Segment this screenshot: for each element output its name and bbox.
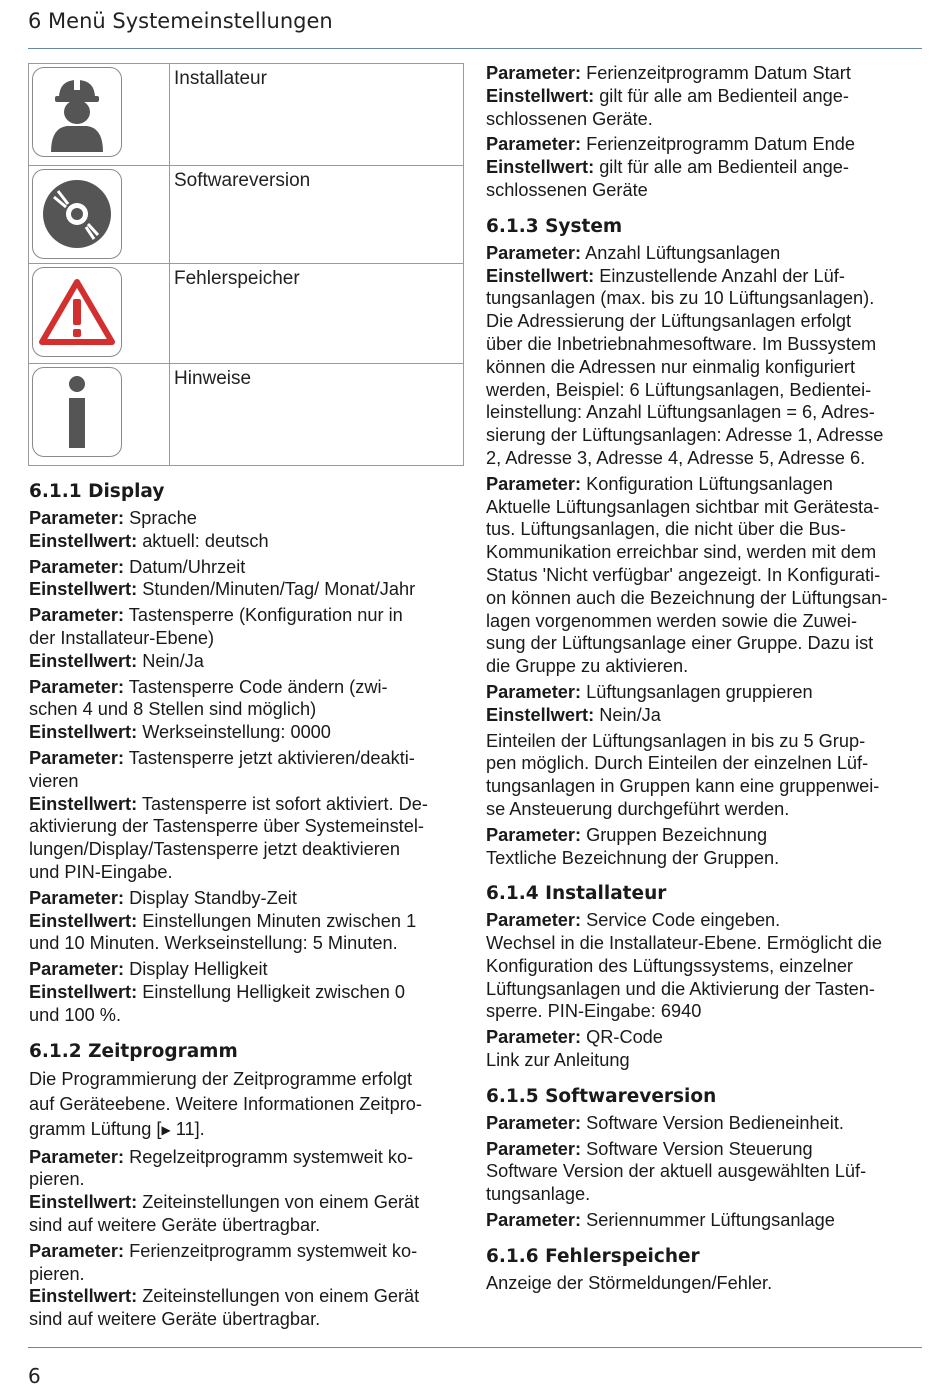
paragraph: Parameter: Display Helligkeit Einstellwert: Einstellung Helligkeit zwischen 0 und 100 %. xyxy=(29,959,406,1025)
installer-worker-icon xyxy=(32,67,122,157)
paragraph: Parameter: Ferienzeitprogramm Datum Ende Einstellwert: gilt für alle am Bedienteil ange- schlossenen Geräte xyxy=(486,134,855,200)
paragraph: Parameter: Tastensperre Code ändern (zwi- schen 4 und 8 Stellen sind möglich) Einstellwert: Werkseinstellung: 0000 xyxy=(29,676,388,743)
paragraph: Parameter: Lüftungsanlagen gruppieren Einstellwert: Nein/Ja xyxy=(486,681,813,725)
icon-label-installer: Installateur xyxy=(170,64,464,166)
paragraph: Parameter: Seriennummer Lüftungsanlage xyxy=(486,1210,835,1231)
info-icon xyxy=(32,367,122,457)
left-column xyxy=(29,480,461,1334)
paragraph: Parameter: QR-Code Link zur Anleitung xyxy=(486,1027,663,1071)
section-heading-softwareversion: 6.1.5 Softwareversion xyxy=(486,1085,717,1107)
icon-label-software: Softwareversion xyxy=(170,166,464,264)
paragraph: Parameter: Sprache Einstellwert: aktuell: deutsch xyxy=(29,508,269,551)
section-heading-display: 6.1.1 Display xyxy=(29,481,165,502)
paragraph: Parameter: Datum/Uhrzeit Einstellwert: Stunden/Minuten/Tag/ Monat/Jahr xyxy=(29,556,416,600)
table-row xyxy=(29,166,464,264)
paragraph: Parameter: Service Code eingeben. Wechsel in die Installateur-Ebene. Ermöglicht die Konfiguration des Lüftungssystems, einzelner Lüftungsanlagen und die Aktivierung der Tasten- sperre. PIN-Eingabe: 6940 xyxy=(486,910,882,1022)
section-heading-fehlerspeicher: 6.1.6 Fehlerspeicher xyxy=(486,1245,700,1267)
warning-triangle-icon xyxy=(32,267,122,357)
paragraph: Parameter: Display Standby-Zeit Einstellwert: Einstellungen Minuten zwischen 1 und 10 Minuten. Werkseinstellung: 5 Minuten. xyxy=(29,887,417,954)
table-row xyxy=(29,264,464,364)
section-heading-installateur: 6.1.4 Installateur xyxy=(486,883,667,905)
right-column xyxy=(486,62,922,1298)
paragraph: Einteilen der Lüftungsanlagen in bis zu 5 Grup- pen möglich. Durch Einteilen der einzelnen Lüf- tungsanlagen in Gruppen kann eine gruppenwei- se Ansteuerung durchgeführt werden. xyxy=(486,730,880,819)
paragraph: Anzeige der Störmeldungen/Fehler. xyxy=(486,1272,773,1293)
paragraph: Parameter: Ferienzeitprogramm Datum Start Einstellwert: gilt für alle am Bedienteil ange- schlossenen Geräte. xyxy=(486,63,851,129)
paragraph: Die Programmierung der Zeitprogramme erfolgt auf Geräteebene. Weitere Informationen Zeitpro- gramm Lüftung [▶ 11]. xyxy=(29,1068,422,1139)
paragraph: Parameter: Konfiguration Lüftungsanlagen Aktuelle Lüftungsanlagen sichtbar mit Gerätesta- tus. Lüftungsanlagen, die nicht über die Bus- Kommunikation erreichbar sind, werden mit dem Status 'Nicht verfügbar' angezeigt. In Konfigurati- on können auch die Bezeichnung der Lüftungsan- lagen vorgenommen werden sowie die Zuwei- sung der Lüftungsanlage einer Gruppe. Dazu ist die Gruppe zu aktivieren. xyxy=(486,473,888,677)
page-number: 6 xyxy=(28,1364,41,1388)
icon-label-errors: Fehlerspeicher xyxy=(170,264,464,364)
paragraph: Parameter: Tastensperre jetzt aktivieren/deakti- vieren Einstellwert: Tastensperre ist sofort aktiviert. De- aktivierung der Tastensperre über Systemeinstel- lungen/Display/Tastensperre jetzt deaktivieren und PIN-Eingabe. xyxy=(29,747,428,882)
table-row xyxy=(29,64,464,166)
paragraph: Parameter: Software Version Bedieneinheit. xyxy=(486,1112,844,1133)
paragraph: Parameter: Anzahl Lüftungsanlagen Einstellwert: Einzustellende Anzahl der Lüf- tungsanlagen (max. bis zu 10 Lüftungsanlagen). Die Adressierung der Lüftungsanlagen erfolgt über die Inbetriebnahmesoftware. Im Bussystem können die Adressen nur einmalig konfiguriert werden, Beispiel: 6 Lüftungsanlagen, Bedientei- leinstellung: Anzahl Lüftungsanlagen = 6, Adres- sierung der Lüftungsanlagen: Adresse 1, Adresse 2, Adresse 3, Adresse 4, Adresse 5, Adresse 6. xyxy=(486,242,884,468)
footer-rule xyxy=(28,1347,922,1348)
header-rule xyxy=(28,48,922,49)
paragraph: Parameter: Tastensperre (Konfiguration nur in der Installateur-Ebene) Einstellwert: Nein/Ja xyxy=(29,605,403,671)
cross-reference-arrow-icon: ▶ xyxy=(161,1122,171,1137)
table-row xyxy=(29,364,464,466)
software-disc-icon xyxy=(32,169,122,259)
page-header-title: 6 Menü Systemeinstellungen xyxy=(28,9,333,33)
section-heading-zeitprogramm: 6.1.2 Zeitprogramm xyxy=(29,1040,238,1062)
paragraph: Parameter: Gruppen Bezeichnung Textliche Bezeichnung der Gruppen. xyxy=(486,824,780,868)
icon-label-hints: Hinweise xyxy=(170,364,464,466)
icon-legend-table xyxy=(28,63,464,466)
section-heading-system: 6.1.3 System xyxy=(486,215,623,237)
paragraph: Parameter: Regelzeitprogramm systemweit ko- pieren. Einstellwert: Zeiteinstellungen von einem Gerät sind auf weitere Geräte übertragbar. xyxy=(29,1146,420,1235)
paragraph: Parameter: Software Version Steuerung Software Version der aktuell ausgewählten Lüf- tungsanlage. xyxy=(486,1138,867,1205)
paragraph: Parameter: Ferienzeitprogramm systemweit ko- pieren. Einstellwert: Zeiteinstellungen von einem Gerät sind auf weitere Geräte übertragbar. xyxy=(29,1240,420,1330)
